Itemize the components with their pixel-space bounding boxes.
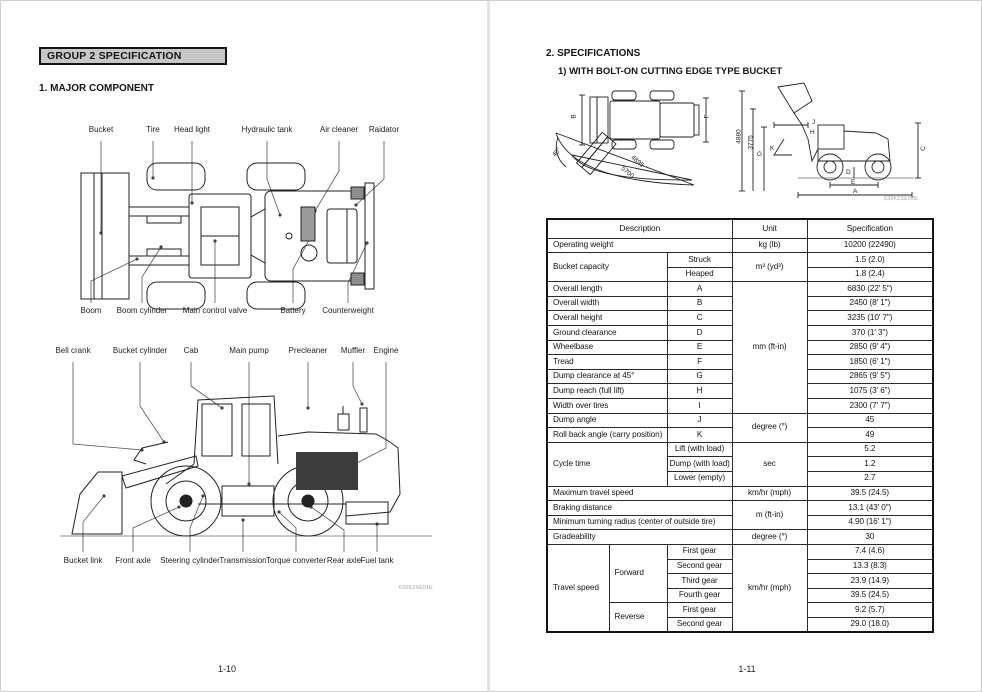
dim-label-hinge-pin-height: 3775 (747, 135, 755, 150)
spec-cell: sec (732, 442, 807, 486)
page-number-left: 1-10 (217, 664, 236, 674)
major-component-title: 1. MAJOR COMPONENT (39, 83, 155, 94)
dim-label-dump-angle: J (812, 119, 816, 126)
spec-cell: 4.90 (16' 1") (807, 515, 933, 530)
spec-cell: 2300 (7' 7") (807, 399, 933, 414)
spec-cell: B (667, 296, 732, 311)
spec-cell: 10200 (22490) (807, 238, 933, 253)
spec-cell: Lift (with load) (667, 442, 732, 457)
spec-cell: 9.2 (5.7) (807, 603, 933, 618)
label-counterweight: Counterweight (322, 306, 374, 315)
spec-cell: K (667, 428, 732, 443)
spec-cell: 13.3 (8.3) (807, 559, 933, 574)
label-bucket-link: Bucket link (63, 556, 103, 565)
label-torque-converter: Torque converter (265, 556, 327, 565)
spec-cell: J (667, 413, 732, 428)
spec-cell: Bucket capacity (547, 253, 667, 282)
spec-cell: C (667, 311, 732, 326)
label-raidator: Raidator (368, 125, 400, 134)
spec-column-header: Specification (807, 219, 933, 238)
dim-label-max-height: 4880 (735, 129, 743, 144)
spec-cell: 49 (807, 428, 933, 443)
label-cab: Cab (183, 346, 199, 355)
label-main-control-valve: Main control valve (182, 306, 248, 315)
spec-cell: mm (ft-in) (732, 282, 807, 413)
spec-cell: Travel speed (547, 544, 609, 632)
spec-cell: 1.8 (2.4) (807, 267, 933, 282)
spec-cell: degree (°) (732, 413, 807, 442)
spec-cell: 2850 (9' 4") (807, 340, 933, 355)
spec-cell: Tread (547, 355, 667, 370)
spec-cell: D (667, 326, 732, 341)
dimension-diagram (546, 81, 941, 209)
spec-cell: 2865 (9' 5") (807, 369, 933, 384)
spec-cell: Heaped (667, 267, 732, 282)
spec-cell: First gear (667, 603, 732, 618)
spec-cell: 1075 (3' 6") (807, 384, 933, 399)
top-view-figure (51, 121, 451, 321)
spec-cell: 5.2 (807, 442, 933, 457)
spec-cell: Second gear (667, 559, 732, 574)
label-engine: Engine (373, 346, 399, 355)
spec-cell: 1.5 (2.0) (807, 253, 933, 268)
dim-label-overall-height: C (919, 146, 927, 151)
spec-cell: Width over tires (547, 399, 667, 414)
spec-table-row (547, 530, 933, 545)
label-transmission: Transmission (219, 556, 267, 565)
dim-label-dump-reach: H (810, 129, 815, 136)
dim-label-ground-clearance: D (846, 169, 851, 176)
spec-cell: Dump (with load) (667, 457, 732, 472)
spec-cell: F (667, 355, 732, 370)
spec-table-row (547, 413, 933, 428)
spec-cell: Dump angle (547, 413, 667, 428)
dim-label-roll-back: K (770, 145, 775, 152)
spec-cell: Gradeability (547, 530, 732, 545)
spec-table-row (547, 442, 933, 457)
figure-code-left: 630K2SE01E (399, 585, 434, 591)
spec-cell: Overall height (547, 311, 667, 326)
spec-cell: Minimum turning radius (center of outside tire) (547, 515, 732, 530)
spec-cell: 13.1 (43' 0") (807, 501, 933, 516)
spec-cell: First gear (667, 544, 732, 559)
dim-label-wheelbase: E (851, 179, 856, 186)
label-main-pump: Main pump (229, 346, 269, 355)
dimension-drawing (546, 81, 941, 209)
dim-label-steering-angle: 40° (551, 146, 563, 159)
label-muffler: Muffler (340, 346, 366, 355)
spec-cell: Reverse (609, 603, 667, 632)
spec-cell: 39.5 (24.5) (807, 486, 933, 501)
spec-cell: Overall width (547, 296, 667, 311)
spec-cell: 1850 (6' 1") (807, 355, 933, 370)
label-air-cleaner: Air cleaner (319, 125, 359, 134)
spec-cell: 29.0 (18.0) (807, 617, 933, 632)
spec-cell: I (667, 399, 732, 414)
figure-code-right: 630K2SE03E (884, 196, 919, 202)
spec-cell: 1.2 (807, 457, 933, 472)
spec-cell: 2.7 (807, 472, 933, 487)
group-header: GROUP 2 SPECIFICATION (39, 47, 227, 65)
label-fuel-tank: Fuel tank (360, 556, 394, 565)
spec-cell: Wheelbase (547, 340, 667, 355)
spec-cell: 3235 (10' 7") (807, 311, 933, 326)
label-bell-crank: Bell crank (55, 346, 91, 355)
spec-cell: km/hr (mph) (732, 544, 807, 632)
spec-cell: Maximum travel speed (547, 486, 732, 501)
spec-cell: kg (lb) (732, 238, 807, 253)
side-view-figure (46, 344, 456, 576)
spec-cell: 45 (807, 413, 933, 428)
spec-table-header-row (547, 219, 933, 238)
spec-cell: 23.9 (14.9) (807, 574, 933, 589)
spec-cell: Dump clearance at 45° (547, 369, 667, 384)
label-battery: Battery (280, 306, 306, 315)
spec-cell: Struck (667, 253, 732, 268)
spec-cell: Operating weight (547, 238, 732, 253)
spec-column-header: Unit (732, 219, 807, 238)
spec-column-header: Description (547, 219, 732, 238)
spec-table-row (547, 253, 933, 268)
label-bucket: Bucket (88, 125, 114, 134)
page-gutter (487, 1, 490, 692)
spec-table-row (547, 501, 933, 516)
spec-cell: 7.4 (4.6) (807, 544, 933, 559)
dim-label-turning-radius-bucket: 5700 (619, 165, 635, 180)
spec-cell: 6830 (22' 5") (807, 282, 933, 297)
spec-cell: Lower (empty) (667, 472, 732, 487)
label-tire: Tire (146, 125, 160, 134)
dim-label-turning-radius-outer: 4895 (629, 154, 645, 169)
bucket-type-subtitle: 1) WITH BOLT-ON CUTTING EDGE TYPE BUCKET (558, 66, 783, 77)
spec-cell: Ground clearance (547, 326, 667, 341)
dim-label-overall-length: A (853, 188, 858, 195)
spec-cell: Braking distance (547, 501, 732, 516)
spec-cell: 2450 (8' 1") (807, 296, 933, 311)
spec-cell: degree (°) (732, 530, 807, 545)
spec-table-row (547, 544, 933, 559)
label-hydraulic-tank: Hydraulic tank (241, 125, 293, 134)
spec-cell: Third gear (667, 574, 732, 589)
spec-table-row (547, 282, 933, 297)
spec-cell: A (667, 282, 732, 297)
spec-cell: Second gear (667, 617, 732, 632)
label-steering-cylinder: Steering cylinder (160, 556, 220, 565)
spec-cell: Roll back angle (carry position) (547, 428, 667, 443)
spec-cell: Fourth gear (667, 588, 732, 603)
side-view-drawing (46, 344, 456, 576)
spec-cell: Overall length (547, 282, 667, 297)
spec-cell: km/hr (mph) (732, 486, 807, 501)
spec-cell: Forward (609, 544, 667, 602)
label-boom-cylinder: Boom cylinder (116, 306, 168, 315)
specifications-title: 2. SPECIFICATIONS (546, 48, 641, 59)
label-boom: Boom (80, 306, 102, 315)
dim-label-dump-clearance: G (757, 151, 763, 158)
dim-label-overall-width: B (570, 114, 578, 119)
spec-cell: 39.5 (24.5) (807, 588, 933, 603)
top-view-drawing (51, 121, 451, 321)
label-bucket-cylinder: Bucket cylinder (112, 346, 168, 355)
spec-cell: 370 (1' 3") (807, 326, 933, 341)
page-number-right: 1-11 (738, 664, 756, 674)
spec-cell: E (667, 340, 732, 355)
spec-cell: Dump reach (full lift) (547, 384, 667, 399)
spec-cell: H (667, 384, 732, 399)
spec-cell: m³ (yd³) (732, 253, 807, 282)
spec-cell: 30 (807, 530, 933, 545)
spec-cell: Cycle time (547, 442, 667, 486)
label-front-axle: Front axle (115, 556, 151, 565)
dim-label-tread: F (703, 114, 711, 119)
spec-cell: m (ft-in) (732, 501, 807, 530)
spec-cell: G (667, 369, 732, 384)
spec-table (546, 218, 934, 633)
label-precleaner: Precleaner (288, 346, 328, 355)
label-head-light: Head light (173, 125, 211, 134)
spec-table-row (547, 486, 933, 501)
spec-table-row (547, 238, 933, 253)
label-rear-axle: Rear axle (326, 556, 362, 565)
